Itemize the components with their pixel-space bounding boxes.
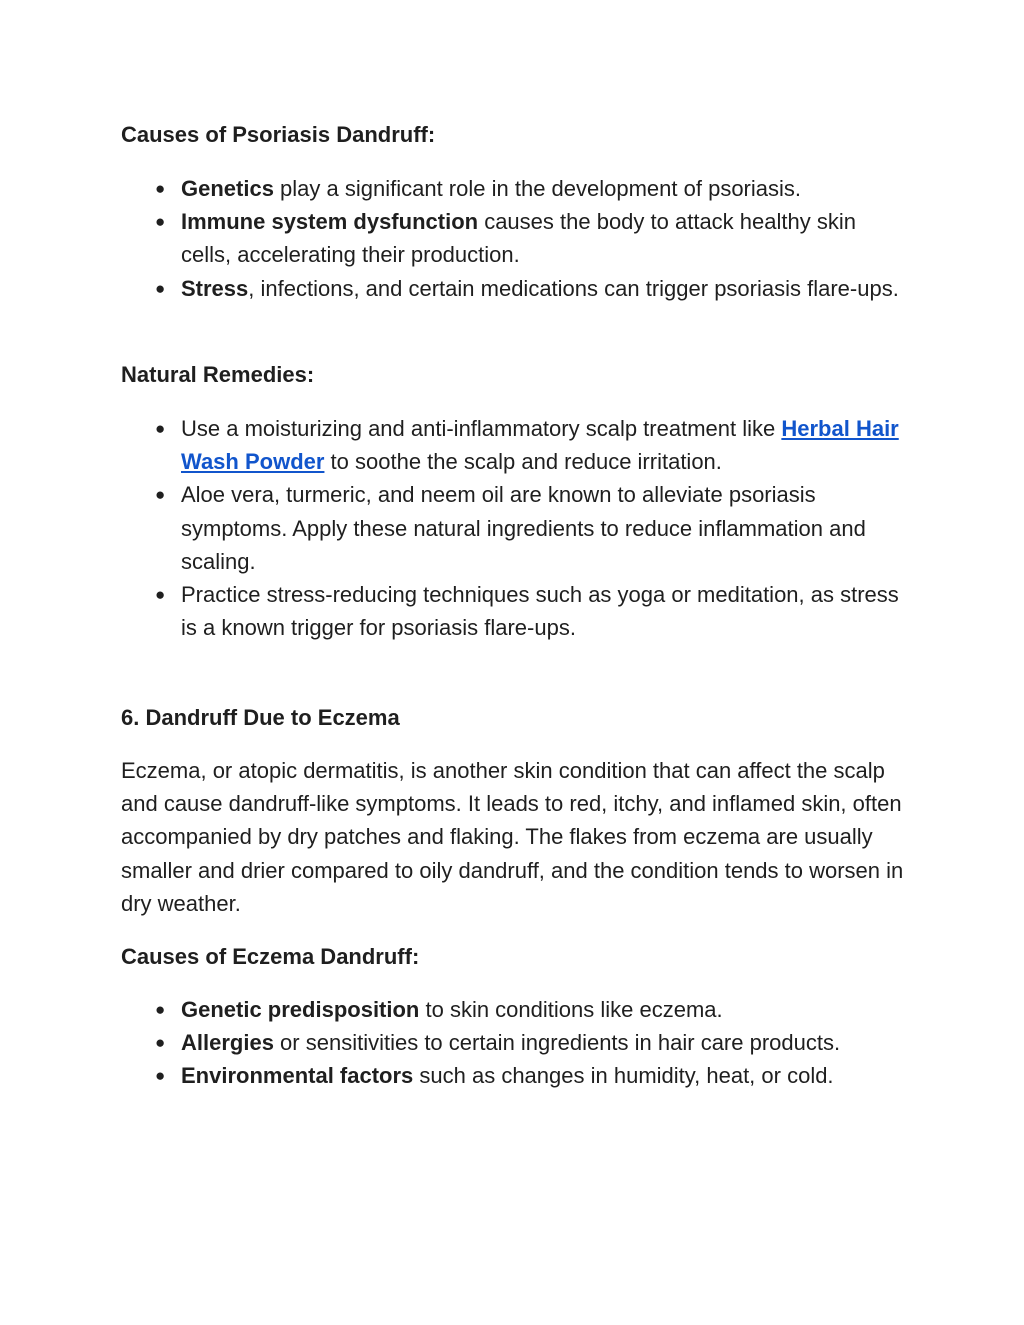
bold-term: Genetics [181,176,274,201]
list-item [121,1059,911,1092]
list-item [121,272,911,305]
bullet-icon: ● [155,485,166,505]
eczema-causes-list [121,993,911,1093]
list-item [121,412,911,478]
item-text: to skin conditions like eczema. [419,997,723,1022]
psoriasis-causes-heading: Causes of Psoriasis Dandruff: [121,122,436,147]
eczema-causes-heading: Causes of Eczema Dandruff: [121,944,420,969]
item-text: to soothe the scalp and reduce irritation. [324,449,722,475]
list-item [121,172,911,205]
natural-remedies-list [121,412,911,644]
bullet-icon: ● [155,278,166,298]
bullet-icon: ● [155,1000,166,1019]
bullet-icon: ● [155,419,166,438]
bold-term: Environmental factors [181,1063,414,1089]
bullet-icon: ● [155,212,166,232]
list-item [121,578,911,644]
bullet-icon: ● [155,585,166,605]
bold-term: Genetic predisposition [181,997,420,1022]
bullet-icon: ● [155,1033,166,1053]
item-text: such as changes in humidity, heat, or cold. [413,1063,834,1089]
bullet-icon: ● [155,179,166,198]
item-text: causes the body to attack healthy skin cells, accelerating their production. [181,209,856,268]
bold-term: Stress [181,275,249,301]
list-item [121,478,911,578]
eczema-paragraph: Eczema, or atopic dermatitis, is another skin condition that can affect the scalp and cause dandruff-like symptoms. It leads to red, itchy, and inflamed skin, often accompanied by dry patches and flaking. The flakes from eczema are usually smaller and drier compared to oily dandruff, and the condition tends to worsen in dry weather. [121,758,904,916]
item-text: , infections, and certain medications can trigger psoriasis flare-ups. [248,275,899,301]
herbal-hair-wash-powder-link[interactable]: Herbal Hair Wash Powder [181,416,899,475]
item-text: play a significant role in the development of psoriasis. [273,176,802,201]
item-text: or sensitivities to certain ingredients in hair care products. [273,1030,841,1056]
psoriasis-causes-list [121,172,911,305]
bold-term: Immune system dysfunction [181,209,479,235]
item-text: Practice stress-reducing techniques such as yoga or meditation, as stress is a known trigger for psoriasis flare-ups. [181,582,899,641]
list-item [121,205,911,271]
eczema-section-heading: 6. Dandruff Due to Eczema [121,705,400,730]
natural-remedies-heading: Natural Remedies: [121,362,315,387]
bold-term: Allergies [181,1030,274,1056]
list-item [121,993,911,1026]
item-text: Aloe vera, turmeric, and neem oil are known to alleviate psoriasis symptoms. Apply these natural ingredients to reduce inflammation and scaling. [181,482,866,574]
item-text: Use a moisturizing and anti-inflammatory scalp treatment like [181,416,782,441]
list-item [121,1026,911,1059]
bullet-icon: ● [155,1066,166,1086]
